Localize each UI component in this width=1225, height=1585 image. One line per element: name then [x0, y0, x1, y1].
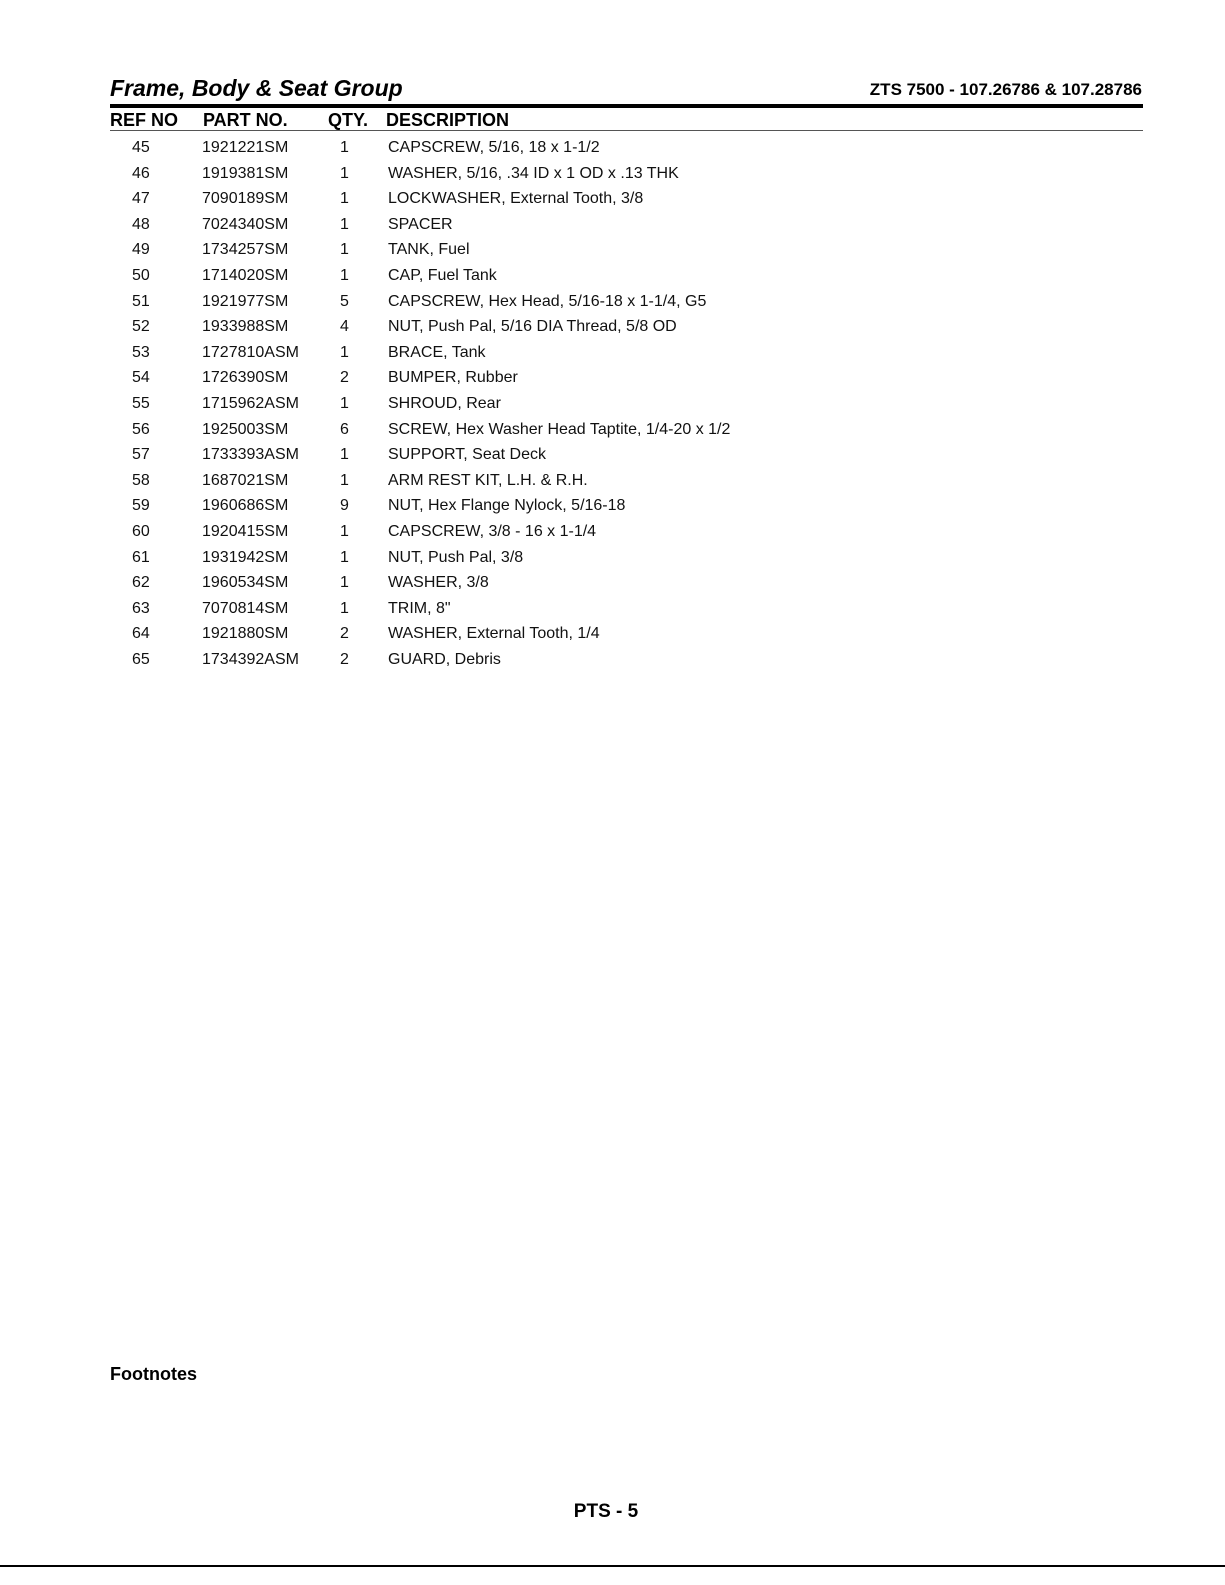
- ref-no-cell: 55: [132, 394, 150, 412]
- qty-cell: 1: [340, 164, 349, 182]
- table-row: [110, 263, 1143, 289]
- column-header-part-no: PART NO.: [203, 110, 288, 130]
- column-header-description: DESCRIPTION: [386, 110, 510, 130]
- part-no-cell: 1714020SM: [202, 266, 289, 284]
- part-no-cell: 1920415SM: [202, 522, 289, 540]
- part-no-cell: 1919381SM: [202, 164, 289, 182]
- qty-cell: 2: [340, 650, 349, 668]
- description-cell: SCREW, Hex Washer Head Taptite, 1/4-20 x 1/2: [388, 420, 731, 438]
- description-cell: CAPSCREW, 5/16, 18 x 1-1/2: [388, 139, 600, 156]
- ref-no-cell: 49: [132, 241, 150, 259]
- ref-no-cell: 52: [132, 318, 150, 336]
- column-header-ref-no: REF NO: [110, 110, 179, 130]
- table-row: [110, 314, 1143, 340]
- ref-no-cell: 56: [132, 420, 150, 438]
- table-row: [110, 596, 1143, 622]
- page-number: PTS - 5: [573, 1501, 639, 1522]
- qty-cell: 2: [340, 625, 349, 643]
- ref-no-cell: 45: [132, 139, 150, 156]
- qty-cell: 4: [340, 318, 349, 336]
- ref-no-cell: 57: [132, 446, 150, 464]
- qty-cell: 1: [340, 446, 349, 464]
- table-row: [110, 289, 1143, 315]
- part-no-cell: 1734392ASM: [202, 650, 299, 668]
- ref-no-cell: 58: [132, 471, 150, 489]
- table-row: [110, 237, 1143, 263]
- ref-no-cell: 64: [132, 625, 150, 643]
- qty-cell: 1: [340, 548, 349, 566]
- part-no-cell: 1921977SM: [202, 292, 289, 310]
- ref-no-cell: 47: [132, 190, 150, 208]
- description-cell: LOCKWASHER, External Tooth, 3/8: [388, 190, 644, 208]
- qty-cell: 1: [340, 599, 349, 617]
- table-row: [110, 417, 1143, 443]
- part-no-cell: 1931942SM: [202, 548, 289, 566]
- bottom-rule: [0, 1565, 1225, 1567]
- part-no-cell: 1726390SM: [202, 369, 289, 387]
- qty-cell: 1: [340, 394, 349, 412]
- ref-no-cell: 65: [132, 650, 150, 668]
- table-row: [110, 545, 1143, 571]
- description-cell: BRACE, Tank: [388, 343, 486, 361]
- header-rule: [110, 104, 1143, 108]
- footnotes-heading: Footnotes: [110, 1364, 197, 1384]
- ref-no-cell: 48: [132, 215, 150, 233]
- parts-table: [110, 135, 1143, 672]
- table-row: [110, 647, 1143, 673]
- part-no-cell: 1727810ASM: [202, 343, 299, 361]
- description-cell: NUT, Push Pal, 5/16 DIA Thread, 5/8 OD: [388, 318, 677, 336]
- part-no-cell: 1733393ASM: [202, 446, 299, 464]
- qty-cell: 6: [340, 420, 349, 438]
- part-no-cell: 1925003SM: [202, 420, 289, 438]
- ref-no-cell: 54: [132, 369, 150, 387]
- qty-cell: 1: [340, 266, 349, 284]
- part-no-cell: 1960686SM: [202, 497, 289, 515]
- part-no-cell: 1715962ASM: [202, 394, 299, 412]
- qty-cell: 1: [340, 215, 349, 233]
- description-cell: NUT, Hex Flange Nylock, 5/16-18: [388, 497, 626, 515]
- description-cell: WASHER, External Tooth, 1/4: [388, 625, 600, 643]
- qty-cell: 1: [340, 139, 349, 156]
- description-cell: BUMPER, Rubber: [388, 369, 518, 387]
- description-cell: CAP, Fuel Tank: [388, 266, 497, 284]
- section-title: Frame, Body & Seat Group: [110, 75, 403, 101]
- ref-no-cell: 59: [132, 497, 150, 515]
- model-title: ZTS 7500 - 107.26786 & 107.28786: [869, 80, 1142, 99]
- description-cell: NUT, Push Pal, 3/8: [388, 548, 524, 566]
- table-row: [110, 442, 1143, 468]
- qty-cell: 1: [340, 190, 349, 208]
- ref-no-cell: 63: [132, 599, 150, 617]
- qty-cell: 9: [340, 497, 349, 515]
- part-no-cell: 1933988SM: [202, 318, 289, 336]
- description-cell: ARM REST KIT, L.H. & R.H.: [388, 471, 588, 489]
- column-header-rule: [110, 130, 1143, 131]
- description-cell: TRIM, 8": [388, 599, 451, 617]
- qty-cell: 1: [340, 241, 349, 259]
- qty-cell: 2: [340, 369, 349, 387]
- ref-no-cell: 53: [132, 343, 150, 361]
- qty-cell: 1: [340, 574, 349, 592]
- part-no-cell: 1734257SM: [202, 241, 289, 259]
- table-row: [110, 135, 1143, 161]
- description-cell: TANK, Fuel: [388, 241, 470, 259]
- description-cell: CAPSCREW, Hex Head, 5/16-18 x 1-1/4, G5: [388, 292, 707, 310]
- part-no-cell: 7090189SM: [202, 190, 289, 208]
- description-cell: SUPPORT, Seat Deck: [388, 446, 546, 464]
- description-cell: WASHER, 3/8: [388, 574, 489, 592]
- ref-no-cell: 62: [132, 574, 150, 592]
- qty-cell: 5: [340, 292, 349, 310]
- table-row: [110, 468, 1143, 494]
- ref-no-cell: 51: [132, 292, 150, 310]
- description-cell: SHROUD, Rear: [388, 394, 501, 412]
- table-row: [110, 493, 1143, 519]
- table-row: [110, 519, 1143, 545]
- column-header-qty: QTY.: [328, 110, 369, 130]
- table-row: [110, 212, 1143, 238]
- part-no-cell: 1921221SM: [202, 139, 289, 156]
- column-headers: [110, 109, 1143, 131]
- ref-no-cell: 61: [132, 548, 150, 566]
- description-cell: SPACER: [388, 215, 453, 233]
- part-no-cell: 7070814SM: [202, 599, 289, 617]
- description-cell: CAPSCREW, 3/8 - 16 x 1-1/4: [388, 522, 597, 540]
- table-row: [110, 570, 1143, 596]
- qty-cell: 1: [340, 471, 349, 489]
- table-row: [110, 186, 1143, 212]
- description-cell: GUARD, Debris: [388, 650, 501, 668]
- table-row: [110, 391, 1143, 417]
- table-row: [110, 340, 1143, 366]
- part-no-cell: 1687021SM: [202, 471, 289, 489]
- ref-no-cell: 50: [132, 266, 150, 284]
- table-row: [110, 161, 1143, 187]
- part-no-cell: 7024340SM: [202, 215, 289, 233]
- page-header: [110, 74, 1142, 104]
- ref-no-cell: 46: [132, 164, 150, 182]
- part-no-cell: 1960534SM: [202, 574, 289, 592]
- description-cell: WASHER, 5/16, .34 ID x 1 OD x .13 THK: [388, 164, 679, 182]
- table-row: [110, 365, 1143, 391]
- ref-no-cell: 60: [132, 522, 150, 540]
- qty-cell: 1: [340, 343, 349, 361]
- table-row: [110, 621, 1143, 647]
- qty-cell: 1: [340, 522, 349, 540]
- part-no-cell: 1921880SM: [202, 625, 289, 643]
